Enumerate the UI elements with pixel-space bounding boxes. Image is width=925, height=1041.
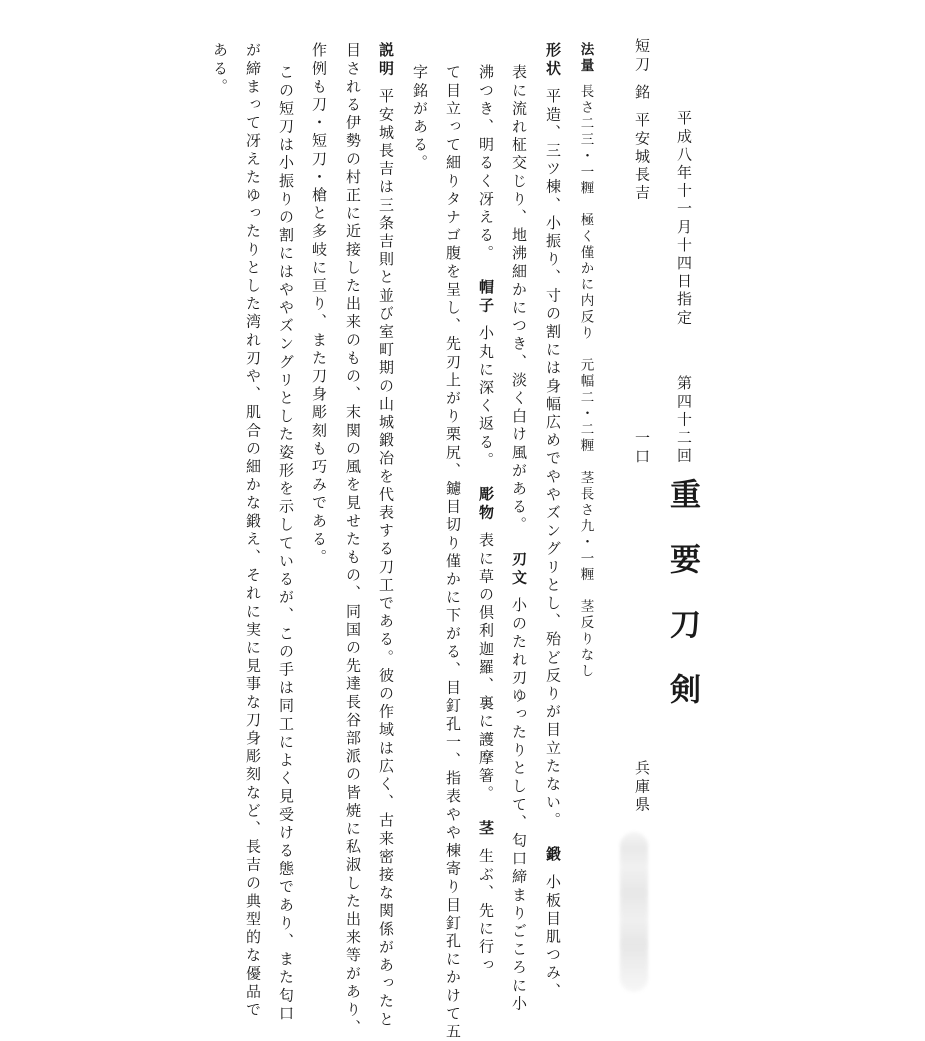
prefecture: 兵庫県 (633, 760, 651, 815)
signature-label: 銘 (633, 84, 651, 103)
section-label-shape: 形状 (544, 42, 562, 79)
section-label-boshi: 帽子 (477, 279, 495, 316)
body-column-8: 目される伊勢の村正に近接した出来のもの、末関の風を見せたもの、同国の先達長谷部派の皆焼に私淑した出来等があり、 (344, 42, 362, 1038)
body-column-dimensions: 法量長さ二三・一糎 極く僅かに内反り 元幅二・二糎 茎長さ九・一糎 茎反りなし (577, 42, 594, 680)
page-title: 重要刀剣 (664, 478, 700, 738)
body-column-explanation: 説明平安城長吉は三条吉則と並び室町期の山城鍛冶を代表する刀工である。彼の作域は広く、古来密接な関係があったと (377, 42, 395, 1030)
item-type-and-signature (634, 38, 649, 203)
body-column-12: ある。 (211, 42, 229, 97)
section-label-dimensions: 法量 (577, 42, 594, 75)
item-type: 短刀 (633, 38, 651, 75)
body-column-11: が締まって冴えたゆったりとした湾れ刃や、肌合の細かな鍛え、それに実に見事な刀身彫刻など、長吉の典型的な優品で (244, 42, 262, 1020)
section-label-horimono: 彫物 (477, 486, 495, 523)
body-column-9: 作例も刀・短刀・槍と多岐に亘り、また刀身彫刻も巧みである。 (310, 42, 328, 567)
section-label-explanation: 説明 (377, 42, 395, 79)
body-column-10: この短刀は小振りの割にはややズングリとした姿形を示しているが、この手は同工によく見受ける態であり、また匂口 (277, 64, 295, 1024)
body-column-shape: 形状平造、三ツ棟、小振り、寸の割には身幅広めでややズングリとし、殆ど反りが目立たない。鍛小板目肌つみ、 (544, 42, 562, 1002)
section-label-nakago: 茎 (477, 819, 495, 838)
item-count: 一口 (633, 430, 651, 467)
designation-date: 平成八年十一月十四日指定 (675, 110, 693, 328)
section-label-hamon: 刃文 (510, 550, 528, 587)
section-label-forging: 鍛 (544, 846, 562, 865)
body-column-6: 字銘がある。 (411, 64, 429, 173)
body-column-4: 沸つき、明るく冴える。帽子小丸に深く返る。彫物表に草の倶利迦羅、裏に護摩箸。茎生ぶ、先に行っ (477, 64, 495, 975)
session-number: 第四十二回 (675, 375, 693, 466)
body-column-5: て目立って細りタナゴ腹を呈し、先刃上がり栗尻、鑢目切り僅かに下がる、目釘孔一、指表やや棟寄り目釘孔にかけて五 (444, 64, 462, 1041)
redacted-owner-name (620, 832, 648, 992)
signature: 平安城長吉 (633, 112, 651, 203)
body-column-3: 表に流れ柾交じり、地沸細かにつき、淡く白け風がある。刃文小のたれ刃ゆったりとして、匂口締まりごころに小 (510, 64, 528, 1014)
